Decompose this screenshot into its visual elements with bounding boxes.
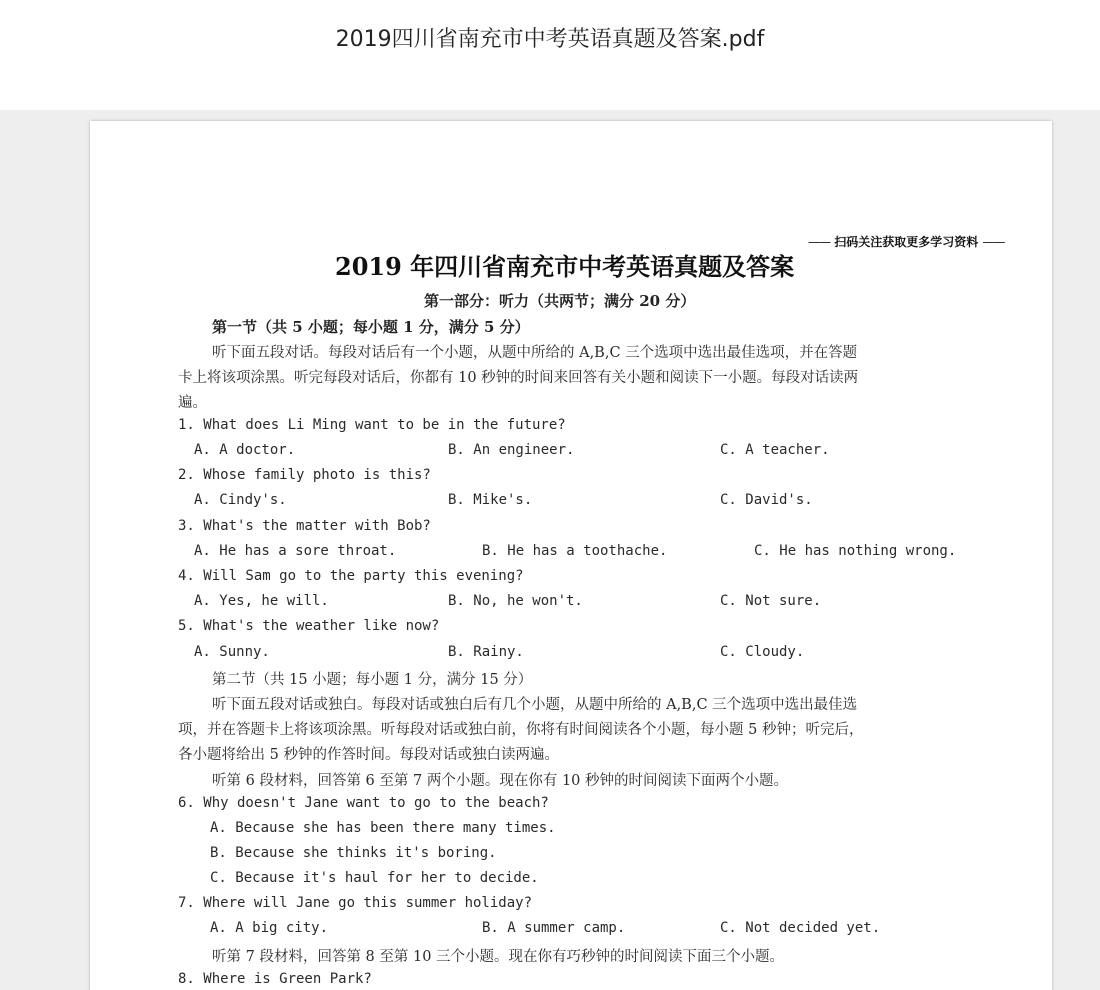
banner-dash-left: —— [808,235,830,249]
option: A. A doctor. [194,442,296,458]
banner-text: 扫码关注获取更多学习资料 [834,235,979,249]
option: C. A teacher. [720,442,830,458]
section1-instruction: 遍。 [178,395,207,411]
pdf-page [90,121,1052,990]
banner-dash-right: —— [982,235,1005,249]
option: C. Cloudy. [720,644,805,660]
exam-title: 2019 年四川省南充市中考英语真题及答案 [335,252,795,281]
section2-title: 第二节（共 15 小题；每小题 1 分，满分 15 分） [212,672,533,688]
question-stem: 1. What does Li Ming want to be in the future? [178,417,566,433]
question-stem: 4. Will Sam go to the party this evening? [178,568,524,584]
section2-instruction: 听下面五段对话或独白。每段对话或独白后有几个小题，从题中所给的 A,B,C 三个选项中选出最佳选 [212,697,858,713]
qr-banner [808,233,1004,250]
document-title: 2019四川省南充市中考英语真题及答案.pdf [335,27,765,52]
pdf-viewer[interactable] [0,110,1100,990]
material-note: 听第 7 段材料，回答第 8 至第 10 三个小题。现在你有巧秒钟的时间阅读下面三个小题。 [212,949,785,965]
section1-title: 第一节（共 5 小题；每小题 1 分，满分 5 分） [212,318,530,336]
option: A. Because she has been there many times. [210,820,556,836]
document-header [0,0,1100,110]
question-stem: 2. Whose family photo is this? [178,467,431,483]
question-stem: 5. What's the weather like now? [178,618,440,634]
part1-title: 第一部分：听力（共两节；满分 20 分） [424,292,696,310]
section1-instruction: 卡上将该项涂黑。听完每段对话后，你都有 10 秒钟的时间来回答有关小题和阅读下一小题。每段对话读两 [178,370,859,386]
option: A. Cindy's. [194,492,287,508]
option: B. He has a toothache. [482,543,668,559]
option: A. He has a sore throat. [194,543,397,559]
option: B. Because she thinks it's boring. [210,845,497,861]
option: C. David's. [720,492,813,508]
option: C. He has nothing wrong. [754,543,957,559]
option: C. Not decided yet. [720,920,881,936]
material-note: 听第 6 段材料，回答第 6 至第 7 两个小题。现在你有 10 秒钟的时间阅读下面两个小题。 [212,773,788,789]
option: A. Yes, he will. [194,593,329,609]
option: A. A big city. [210,920,329,936]
option: B. Rainy. [448,644,524,660]
option: A. Sunny. [194,644,270,660]
option: B. Mike's. [448,492,533,508]
question-stem: 7. Where will Jane go this summer holiday? [178,895,533,911]
question-stem: 6. Why doesn't Jane want to go to the beach? [178,795,549,811]
option: B. No, he won't. [448,593,583,609]
section1-instruction: 听下面五段对话。每段对话后有一个小题，从题中所给的 A,B,C 三个选项中选出最佳选项，并在答题 [212,345,858,361]
option: C. Not sure. [720,593,822,609]
section2-instruction: 项，并在答题卡上将该项涂黑。听每段对话或独白前，你将有时间阅读各个小题，每小题 5 秒钟；听完后， [178,722,864,738]
question-stem: 8. Where is Green Park? [178,971,372,987]
option: B. An engineer. [448,442,575,458]
section2-instruction: 各小题将给出 5 秒钟的作答时间。每段对话或独白读两遍。 [178,747,559,763]
question-stem: 3. What's the matter with Bob? [178,518,431,534]
option: C. Because it's haul for her to decide. [210,870,539,886]
option: B. A summer camp. [482,920,626,936]
